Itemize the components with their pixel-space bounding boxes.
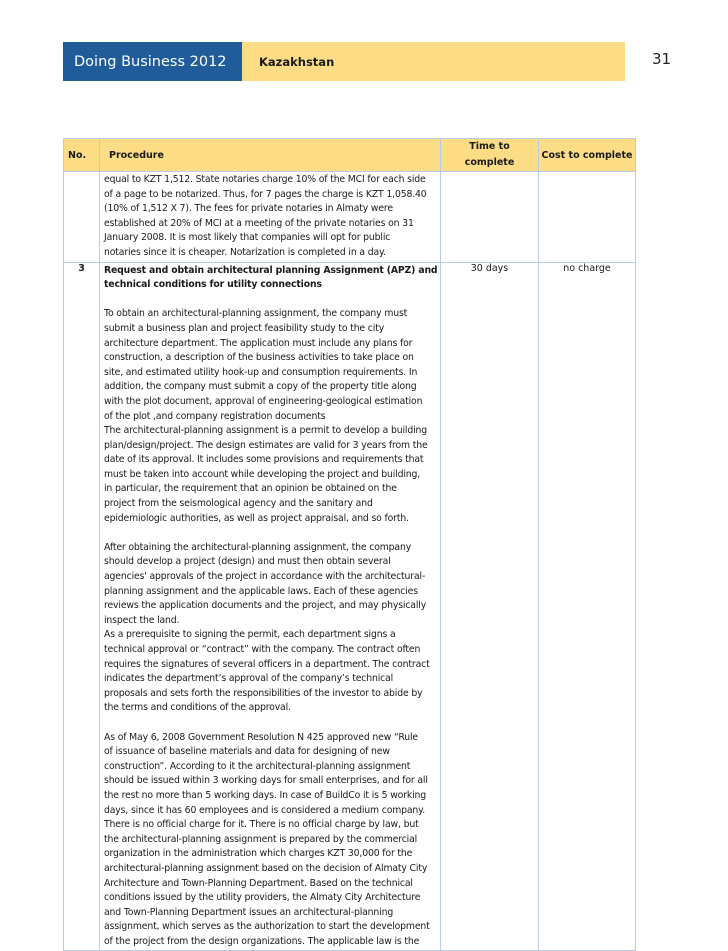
procedure-paragraph-2 xyxy=(104,541,437,716)
row-number-cell: 3 xyxy=(64,262,100,951)
procedure-cell xyxy=(100,262,441,951)
table-header-row xyxy=(64,139,636,172)
text-line: organization in the administration which charges KZT 30,000 for the xyxy=(104,848,413,860)
text-line: epidemiologic authorities, as well as project appraisal, and so forth. xyxy=(104,512,409,524)
text-line: The architectural-planning assignment is a permit to develop a building xyxy=(104,425,427,437)
text-line: architecture department. The application must include any plans for xyxy=(104,337,413,349)
text-line: the rest no more than 5 working days. In case of BuildCo it is 5 working xyxy=(104,789,427,801)
procedure-paragraph-1 xyxy=(104,307,437,526)
text-line: January 2008. It is most likely that companies will opt for public xyxy=(104,232,391,244)
text-line: (10% of 1,512 X 7). The fees for private notaries in Almaty were xyxy=(104,203,393,215)
table-row xyxy=(64,262,636,951)
text-line: of the project from the design organizations. The applicable law is the xyxy=(104,935,420,947)
procedure-cell xyxy=(100,172,441,263)
text-line: notaries since it is cheaper. Notarization is completed in a day. xyxy=(104,246,386,258)
country-name: Kazakhstan xyxy=(259,54,335,69)
text-line: After obtaining the architectural-planning assignment, the company xyxy=(104,541,412,553)
text-line: There is no official charge for it. There is no official charge by law, but xyxy=(104,819,419,831)
procedure-text xyxy=(104,173,437,261)
text-line: submit a business plan and project feasibility study to the city xyxy=(104,322,385,334)
text-line: plan/design/project. The design estimates are valid for 3 years from the xyxy=(104,439,428,451)
text-line: inspect the land. xyxy=(104,614,180,626)
column-header-time-line2: complete xyxy=(464,157,515,168)
text-line: of issuance of baseline materials and data for designing of new xyxy=(104,746,390,758)
text-line: the terms and conditions of the approval. xyxy=(104,702,291,714)
text-line: and Town-Planning Department issues an architectural-planning xyxy=(104,906,394,918)
time-cell: 30 days xyxy=(441,262,539,951)
text-line: in particular, the requirement that an opinion be obtained on the xyxy=(104,483,397,495)
text-line: site, and estimated utility hook-up and consumption requirements. In xyxy=(104,366,418,378)
column-header-procedure: Procedure xyxy=(100,139,441,172)
report-title: Doing Business 2012 xyxy=(74,53,227,70)
text-line: the architectural-planning assignment is prepared by the commercial xyxy=(104,833,418,845)
text-line: should develop a project (design) and must then obtain several xyxy=(104,556,391,568)
page-number: 31 xyxy=(652,50,672,68)
text-line: must be taken into account while developing the project and building, xyxy=(104,468,421,480)
cost-cell: no charge xyxy=(539,262,636,951)
text-line: technical approval or “contract” with the company. The contract often xyxy=(104,644,421,655)
text-line: proposals and sets forth the responsibilities of the investor to abide by xyxy=(104,687,423,699)
text-line: days, since it has 60 employees and is considered a medium company. xyxy=(104,804,426,816)
procedures-table xyxy=(63,138,636,951)
time-cell xyxy=(441,172,539,263)
text-line: architectural-planning assignment based on the decision of Almaty City xyxy=(104,862,428,874)
text-line: As a prerequisite to signing the permit, each department signs a xyxy=(104,629,396,641)
text-line: As of May 6, 2008 Government Resolution N 425 approved new “Rule xyxy=(104,731,418,743)
text-line: of the plot ,and company registration documents xyxy=(104,410,326,422)
table-row xyxy=(64,172,636,263)
text-line: planning assignment and the applicable laws. Each of these agencies xyxy=(104,585,418,597)
text-line: date of its approval. It includes some provisions and requirements that xyxy=(104,454,424,466)
text-line: requires the signatures of several officers in a department. The contract xyxy=(104,658,430,670)
cost-cell xyxy=(539,172,636,263)
procedure-title xyxy=(104,264,437,293)
text-line: addition, the company must submit a copy of the property title along xyxy=(104,381,417,393)
text-line: with the plot document, approval of engineering-geological estimation xyxy=(104,395,423,407)
column-header-no: No. xyxy=(64,139,100,172)
column-header-time-line1: Time to xyxy=(469,141,510,152)
text-line: agencies' approvals of the project in accordance with the architectural- xyxy=(104,571,426,583)
country-banner xyxy=(242,42,625,81)
text-line: equal to KZT 1,512. State notaries charge 10% of the MCI for each side xyxy=(104,174,426,185)
text-line: Architecture and Town-Planning Department. Based on the technical xyxy=(104,877,413,889)
row-number-cell xyxy=(64,172,100,263)
column-header-cost: Cost to complete xyxy=(539,139,636,172)
text-line: Request and obtain architectural planning Assignment (APZ) and xyxy=(104,264,438,276)
text-line: indicates the department’s approval of the company’s technical xyxy=(104,673,394,685)
text-line: technical conditions for utility connections xyxy=(104,279,322,291)
text-line: construction, a description of the business activities to take place on xyxy=(104,352,414,364)
text-line: conditions issued by the utility providers, the Almaty City Architecture xyxy=(104,892,421,904)
text-line: project from the seismological agency and the sanitary and xyxy=(104,498,373,510)
procedure-paragraph-3 xyxy=(104,731,437,950)
text-line: of a page to be notarized. Thus, for 7 pages the charge is KZT 1,058.40 xyxy=(104,188,427,200)
text-line: should be issued within 3 working days for small enterprises, and for all xyxy=(104,775,428,787)
text-line: construction”. According to it the architectural-planning assignment xyxy=(104,760,411,772)
text-line: established at 20% of MCI at a meeting of the private notaries on 31 xyxy=(104,217,414,229)
text-line: To obtain an architectural-planning assignment, the company must xyxy=(104,308,408,320)
text-line: assignment, which serves as the authorization to start the development xyxy=(104,921,430,933)
column-header-time xyxy=(441,139,539,172)
report-title-banner xyxy=(63,42,242,81)
text-line: reviews the application documents and the project, and may physically xyxy=(104,600,427,612)
